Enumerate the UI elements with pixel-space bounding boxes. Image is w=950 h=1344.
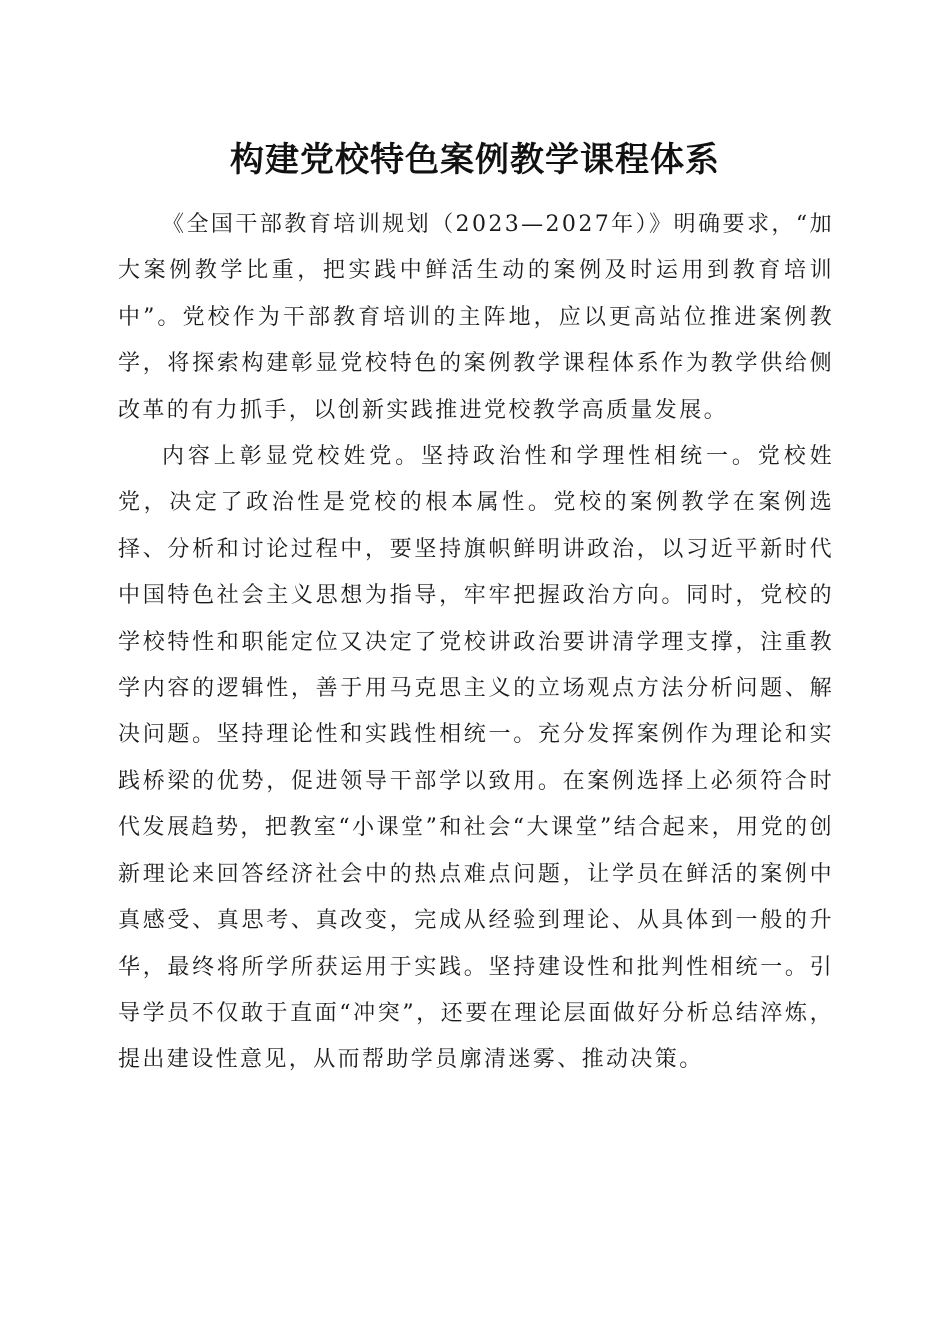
paragraph-content-party: 内容上彰显党校姓党。坚持政治性和学理性相统一。党校姓党，决定了政治性是党校的根本属性。党校的案例教学在案例选择、分析和讨论过程中，要坚持旗帜鲜明讲政治，以习近平新时代中国特色社会主义思想为指导，牢牢把握政治方向。同时，党校的学校特性和职能定位又决定了党校讲政治要讲清学理支撑，注重教学内容的逻辑性，善于用马克思主义的立场观点方法分析问题、解决问题。坚持理论性和实践性相统一。充分发挥案例作为理论和实践桥梁的优势，促进领导干部学以致用。在案例选择上必须符合时代发展趋势，把教室“小课堂”和社会“大课堂”结合起来，用党的创新理论来回答经济社会中的热点难点问题，让学员在鲜活的案例中真感受、真思考、真改变，完成从经验到理论、从具体到一般的升华，最终将所学所获运用于实践。坚持建设性和批判性相统一。引导学员不仅敢于直面“冲突”，还要在理论层面做好分析总结淬炼，提出建设性意见，从而帮助学员廓清迷雾、推动决策。	[118, 444, 834, 1073]
document-title: 构建党校特色案例教学课程体系	[230, 140, 720, 180]
paragraph-intro: 《全国干部教育培训规划（2023—2027年）》明确要求，“加大案例教学比重，把实践中鲜活生动的案例及时运用到教育培训中”。党校作为干部教育培训的主阵地，应以更高站位推进案例教学，将探索构建彰显党校特色的案例教学课程体系作为教学供给侧改革的有力抓手，以创新实践推进党校教学高质量发展。	[118, 212, 834, 423]
document-body	[118, 202, 834, 1084]
